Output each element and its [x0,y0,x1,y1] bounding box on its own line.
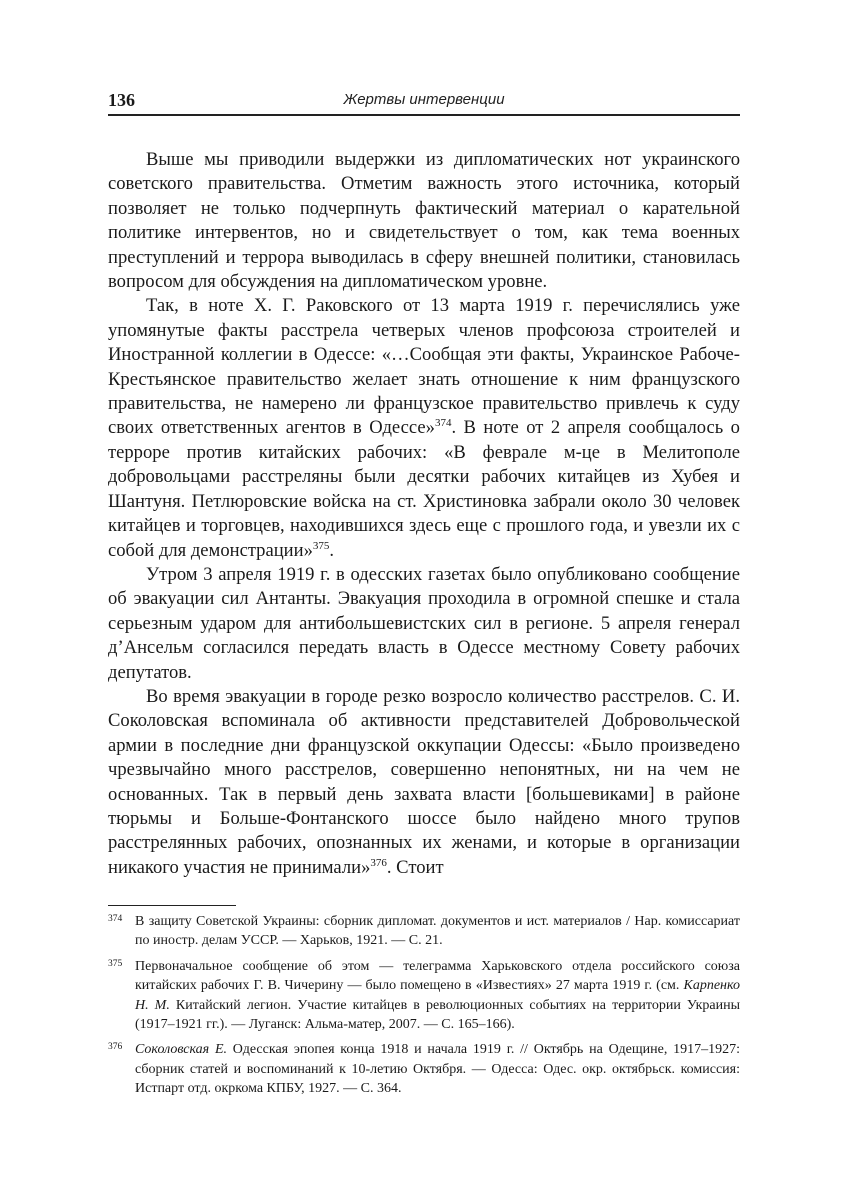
footnote-number: 374 [108,914,123,924]
footnote-divider [108,905,236,906]
footnote-376 [108,1040,740,1098]
footnote-ref-376[interactable]: 376 [370,856,387,869]
paragraph-text: Утром 3 апреля 1919 г. в одесских газетах было опубликовано сообщение об эвакуации сил Антанты. Эвакуация проходила в огромной спешке и стала серьезным ударом для антибольшевистских сил в регионе. 5 апреля генерал д’Ансельм согласился передать власть в Одессе местному Совету рабочих депутатов. [108,563,740,683]
footnote-text: В защиту Советской Украины: сборник дипломат. документов и ист. материалов / Нар. комиссариат по иностр. делам УССР. — Харьков, 1921. — С. 21. [135,914,740,949]
main-text [108,148,740,880]
page-header [108,88,740,116]
paragraph-text: Во время эвакуации в городе резко возросло количество расстрелов. С. И. Соколовская вспоминала об активности представителей Добровольческой армии в последние дни французской оккупации Одессы: «Было произведено чрезвычайно много расстрелов, совершенно непонятных, ни на чем не основанных. Так в первый день захвата власти [большевиками] в районе тюрьмы и Больше-Фонтанского шоссе было найдено много трупов расстрелянных рабочих, опознанных их женами, и которые в организации никакого участия не принимали» [108,685,740,878]
footnote-374 [108,912,740,951]
paragraph-text: . В ноте от 2 апреля сообщалось о терроре против китайских рабочих: «В феврале м-це в Мелитополе добровольцами расстреляны были десятки рабочих китайцев из Хубея и Шантуня. Петлюровские войска на ст. Христиновка забрали около 30 человек китайцев и торговцев, находившихся здесь еще с прошлого года, и увезли их с собой для демонстрации» [108,417,740,561]
paragraph-text: . Стоит [386,856,444,878]
footnotes [108,912,740,1105]
page-number: 136 [108,90,135,110]
footnote-text: Первоначальное сообщение об этом — телеграмма Харьковского отдела российского союза китайских рабочих Г. В. Чичерину — было помещено в «Известиях» 27 марта 1919 г. (см. [135,958,740,994]
footnote-text: Китайский легион. Участие китайцев в революционных событиях на территории Украины (1917–1921 гг.). — Луганск: Альма-матер, 2007. — С. 165–166). [135,997,740,1033]
footnote-number: 375 [108,958,123,969]
running-title: Жертвы интервенции [343,91,505,108]
paragraph-2 [108,294,740,562]
paragraph-text: . [329,539,335,561]
footnote-ref-374[interactable]: 374 [434,417,452,430]
paragraph-text: Так, в ноте Х. Г. Раковского от 13 марта 1919 г. перечислялись уже упомянутые факты расстрела четверых членов профсоюза строителей и Иностранной коллегии в Одессе: «…Сообщая эти факты, Украинское Рабоче-Крестьянское правительство желает знать отношение к ним французского правительства, не намерено ли французское правительство привлечь к суду своих ответственных агентов в Одессе» [108,295,740,439]
paragraph-3 [108,563,740,685]
footnote-number: 376 [108,1042,123,1053]
footnote-author: Карпенко Н. М. [135,978,740,1013]
paragraph-4 [108,685,740,880]
footnote-text: Одесская эпопея конца 1918 и начала 1919 г. // Октябрь на Одещине, 1917–1927: сборник статей и воспоминаний к 10-летию Октября. — Одесса: Одес. окр. октябрьск. комиссия: Истпарт отд. окркома КПБУ, 1927. — С. 364. [135,1042,740,1097]
paragraph-1 [108,148,740,294]
footnote-author: Соколовская Е. [135,1042,228,1058]
footnote-375 [108,957,740,1035]
paragraph-text: Выше мы приводили выдержки из дипломатических нот украинского советского правительства. Отметим важность этого источника, который позволяет не только подчерпнуть фактический материал о карательной политике интервентов, но и свидетельствует о том, как тема военных преступлений и террора выводилась в сферу внешней политики, становилась вопросом для обсуждения на дипломатическом уровне. [108,149,740,293]
footnote-ref-375[interactable]: 375 [312,539,330,552]
